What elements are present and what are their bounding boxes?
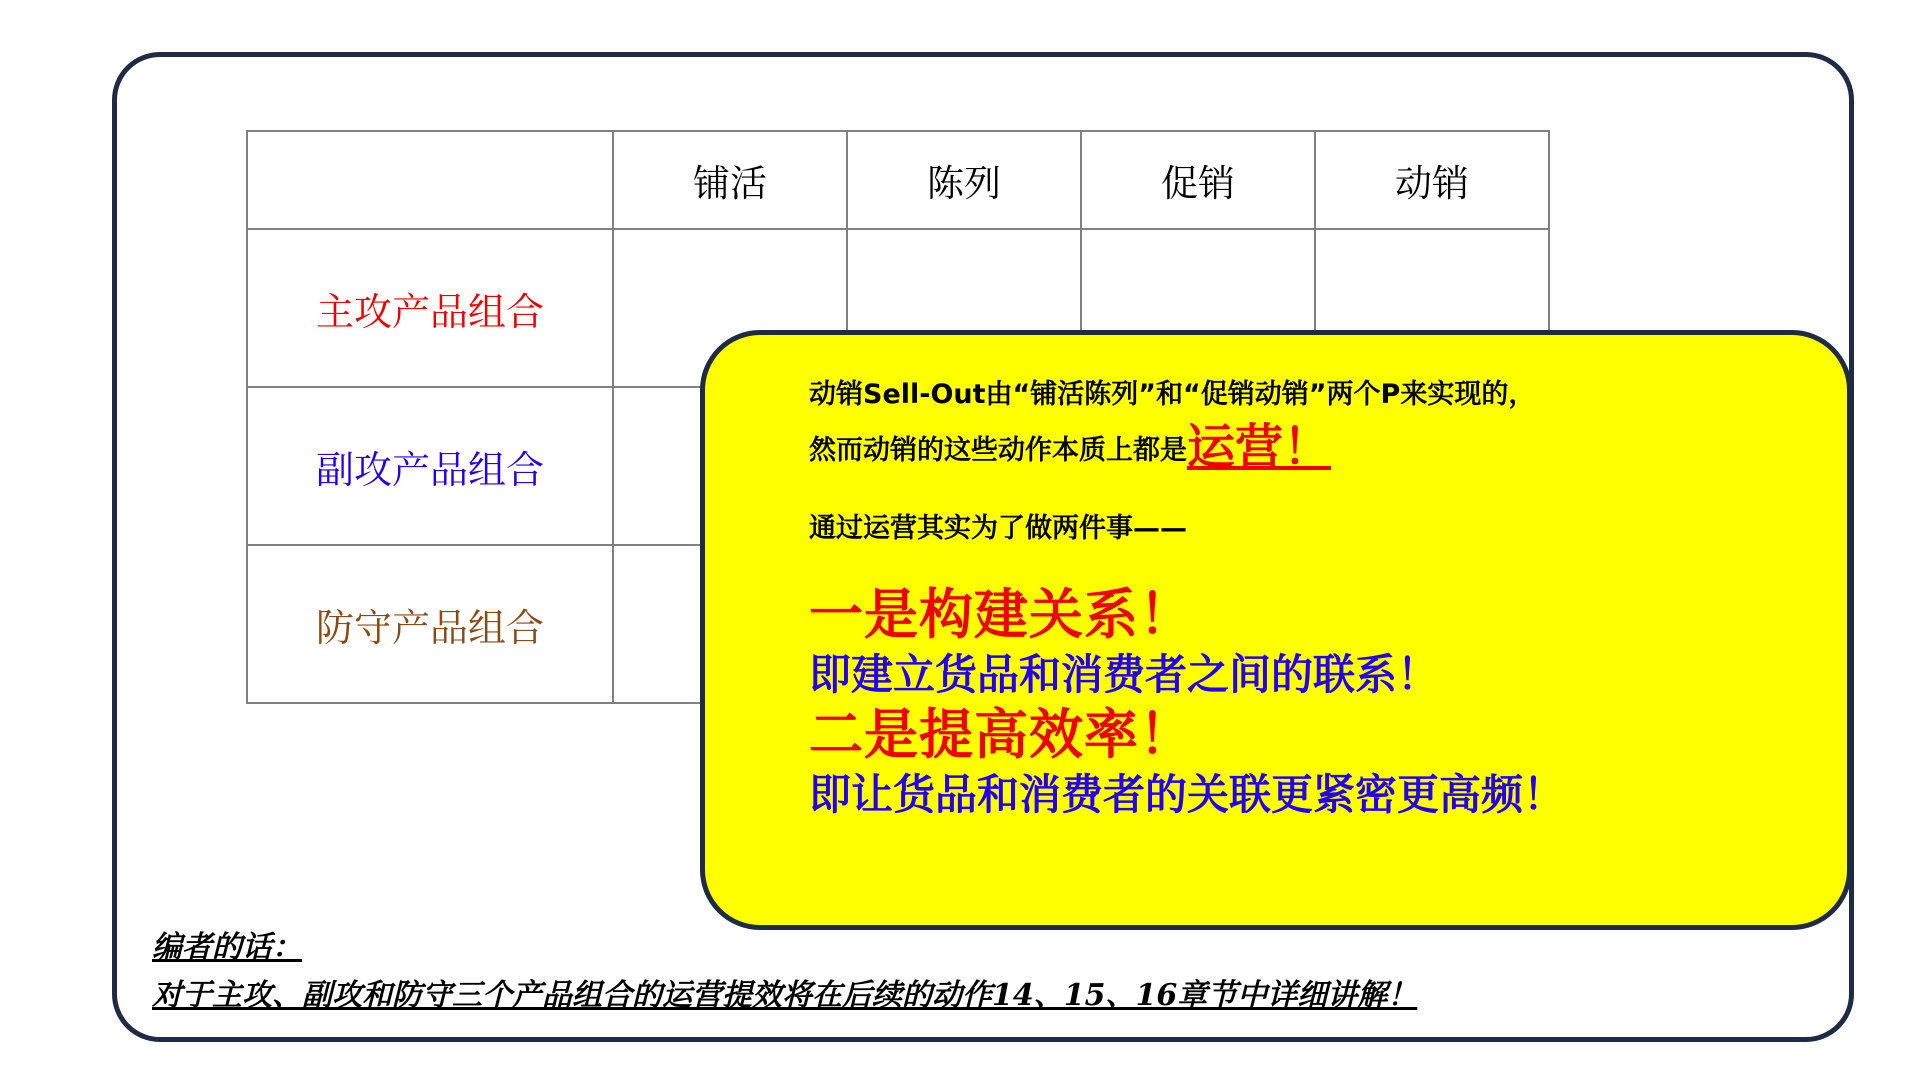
highlight-callout-box (700, 330, 1852, 930)
callout-line-3: 通过运营其实为了做两件事—— (809, 513, 1187, 544)
row-header-secondary-products: 副攻产品组合 (247, 387, 613, 545)
column-header-4: 动销 (1315, 131, 1549, 229)
row-header-defensive-products: 防守产品组合 (247, 545, 613, 703)
editor-note-body: 对于主攻、副攻和防守三个产品组合的运营提效将在后续的动作14、15、16章节中详细讲解！ (152, 978, 1418, 1013)
row-header-primary-products: 主攻产品组合 (247, 229, 613, 387)
column-header-2: 陈列 (847, 131, 1081, 229)
callout-line-2-prefix: 然而动销的这些动作本质上都是 (809, 435, 1187, 466)
column-header-1: 铺活 (613, 131, 847, 229)
column-header-3: 促销 (1081, 131, 1315, 229)
callout-point-2-title: 二是提高效率！ (809, 703, 1194, 766)
callout-line-2-highlight: 运营！ (1187, 419, 1332, 475)
callout-point-1-title: 一是构建关系！ (809, 583, 1194, 646)
matrix-corner-cell (247, 131, 613, 229)
editor-note (152, 922, 1812, 1014)
callout-point-2-detail: 即让货品和消费者的关联更紧密更高频！ (809, 770, 1566, 819)
callout-line-2 (809, 421, 1801, 477)
callout-line-1: 动销Sell-Out由“铺活陈列”和“促销动销”两个P来实现的， (809, 379, 1536, 410)
callout-point-1-detail: 即建立货品和消费者之间的联系！ (809, 650, 1440, 699)
editor-note-title: 编者的话： (152, 930, 302, 965)
table-header-row (247, 131, 1549, 229)
